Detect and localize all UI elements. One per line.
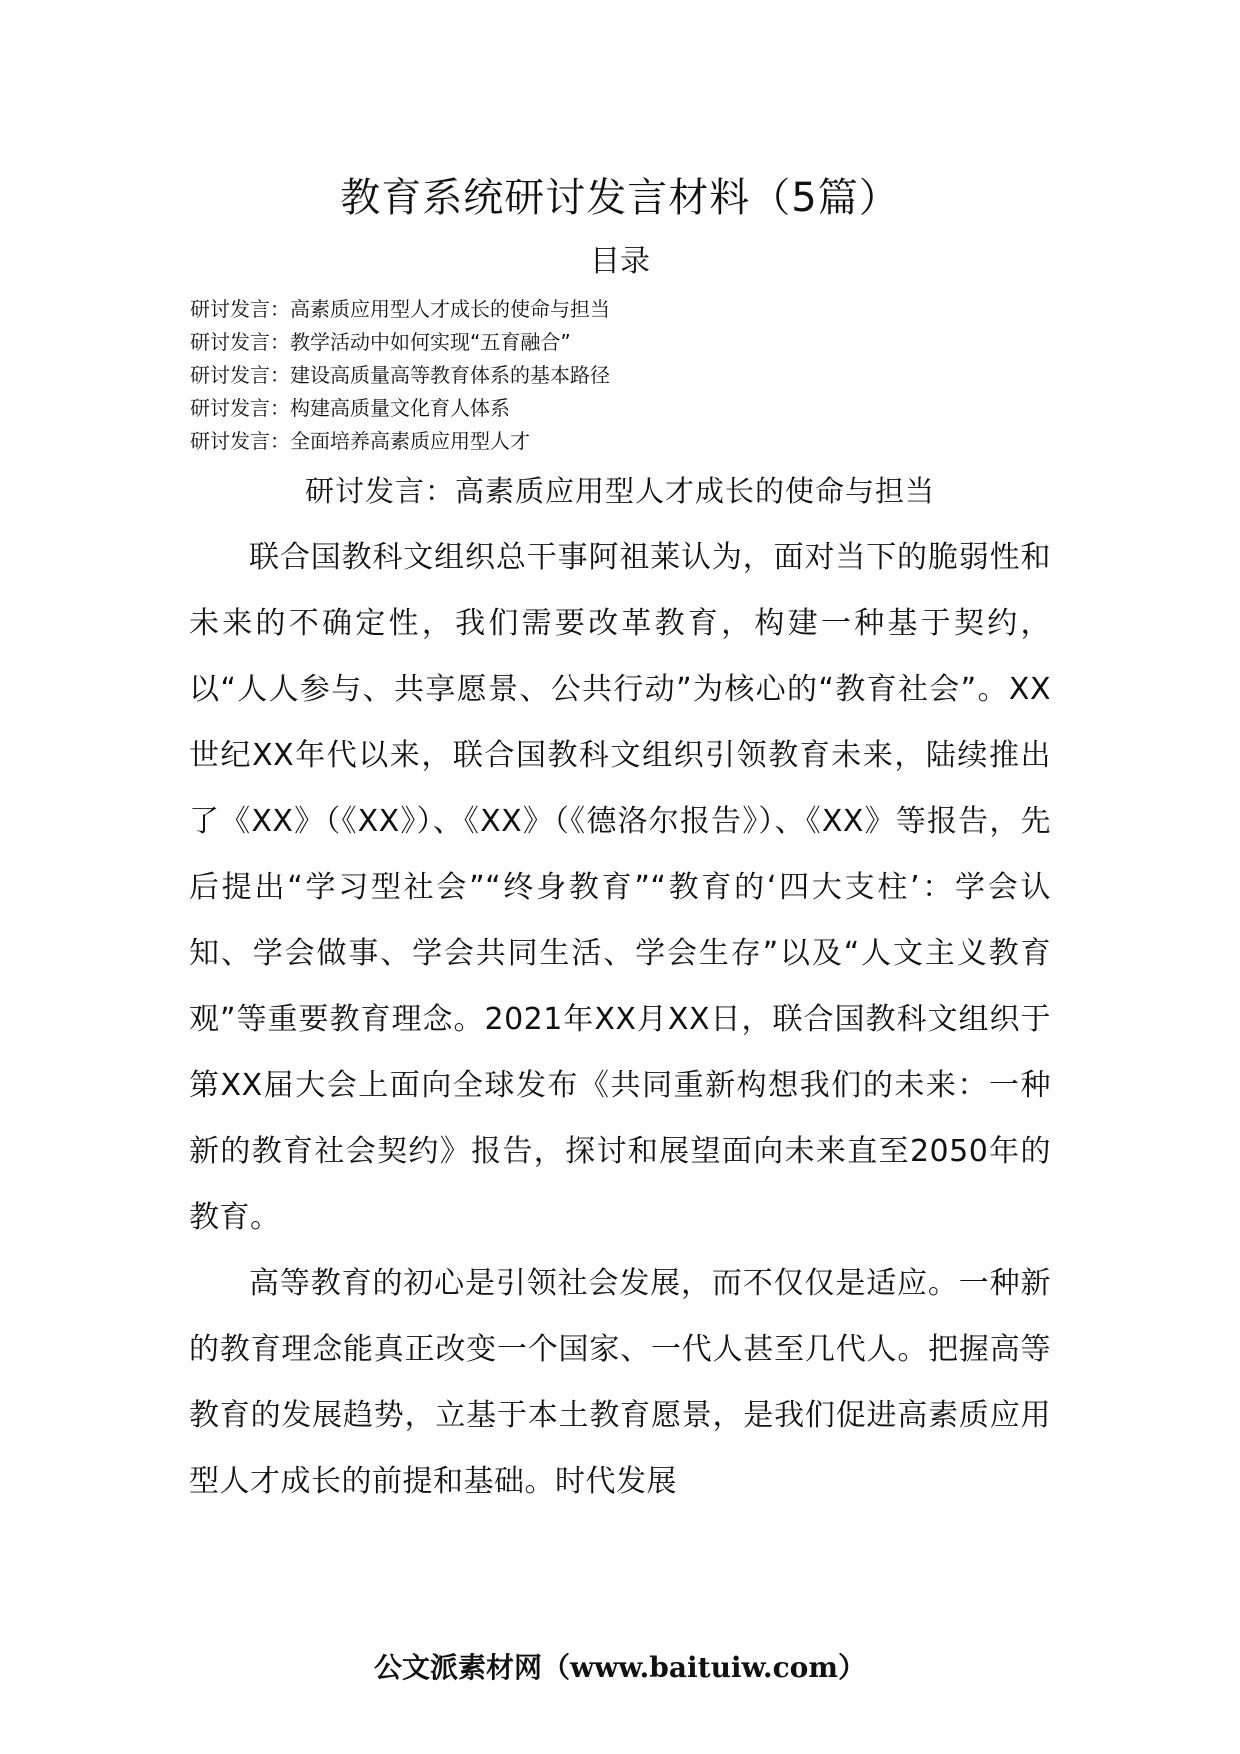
toc-item[interactable]: 研讨发言：高素质应用型人才成长的使命与担当 xyxy=(190,297,610,321)
toc-item[interactable]: 研讨发言：全面培养高素质应用型人才 xyxy=(190,429,530,453)
paragraph: 高等教育的初心是引领社会发展，而不仅仅是适应。一种新的教育理念能真正改变一个国家、一代人甚至几代人。把握高等教育的发展趋势，立基于本土教育愿景，是我们促进高素质应用型人才成长的前提和基础。时代发展 xyxy=(189,1266,1051,1499)
toc-heading: 目录 xyxy=(590,244,650,279)
table-of-contents xyxy=(190,293,1090,458)
toc-item[interactable]: 研讨发言：建设高质量高等教育体系的基本路径 xyxy=(190,363,610,387)
paragraph: 联合国教科文组织总干事阿祖莱认为，面对当下的脆弱性和未来的不确定性，我们需要改革教育，构建一种基于契约，以“人人参与、共享愿景、公共行动”为核心的“教育社会”。XX世纪XX年代以来，联合国教科文组织引领教育未来，陆续推出了《XX》（《XX》）、《XX》（《德洛尔报告》）、《XX》等报告，先后提出“学习型社会”“终身教育”“教育的‘四大支柱’：学会认知、学会做事、学会共同生活、学会生存”以及“人文主义教育观”等重要教育理念。2021年XX月XX日，联合国教科文组织于第XX届大会上面向全球发布《共同重新构想我们的未来：一种新的教育社会契约》报告，探讨和展望面向未来直至2050年的教育。 xyxy=(189,540,1051,1235)
document-title: 教育系统研讨发言材料（5篇） xyxy=(340,175,900,221)
toc-item[interactable]: 研讨发言：教学活动中如何实现“五育融合” xyxy=(190,330,571,354)
toc-item[interactable]: 研讨发言：构建高质量文化育人体系 xyxy=(190,396,510,420)
body-text xyxy=(189,525,1051,1515)
section-title: 研讨发言：高素质应用型人才成长的使命与担当 xyxy=(304,474,935,508)
page-footer: 公文派素材网（www.baituiw.com） xyxy=(374,1651,866,1684)
